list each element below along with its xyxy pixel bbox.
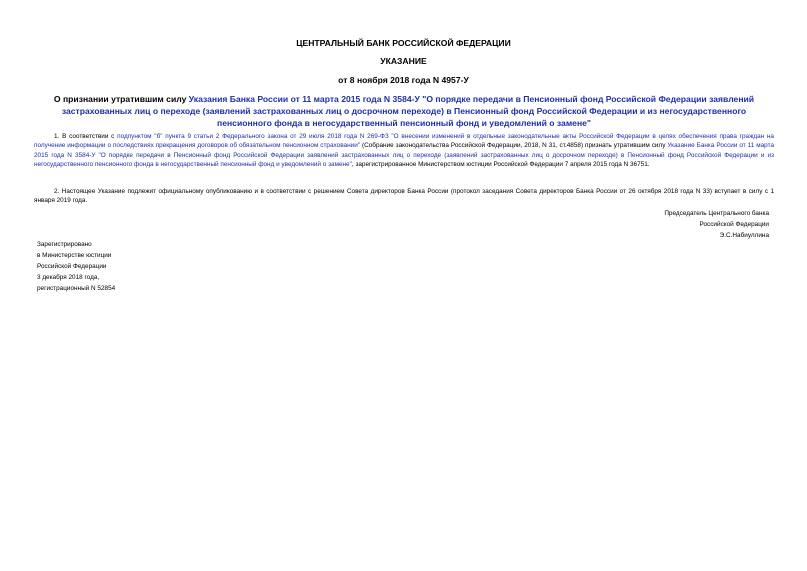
law-link[interactable]: подпунктом "б" пункта 9 статьи 2 Федерального закона от 29 июля 2018 года N 269-ФЗ "О внесении изменений в отдельные законодательные акты Российской Федерации в целях обеспечения права граждан на получение информации о последствиях прекращения договоров об обязательном пенсионном страховании": [34, 133, 774, 150]
registration-number: регистрационный N 52854: [37, 285, 116, 292]
paragraph-1-text-c: , зарегистрированное Министерством юстиции Российской Федерации 7 апреля 2015 года N 36751.: [351, 160, 650, 168]
registration-line-3: Российской Федерации: [37, 263, 107, 270]
document-title: [34, 93, 774, 129]
paragraph-1-text-b: (Собрание законодательства Российской Федерации, 2018, N 31, ст.4858) признать утратившим силу: [360, 142, 668, 150]
paragraph-2-text: 2. Настоящее Указание подлежит официальному опубликованию и в соответствии с решением Совета директоров Банка России (протокол заседания Совета директоров Банка России от 26 октября 2018 года N 33) вступает в силу с 1 января 2019 года.: [34, 188, 774, 205]
registration-date: 3 декабря 2018 года,: [37, 274, 100, 281]
org-name: ЦЕНТРАЛЬНЫЙ БАНК РОССИЙСКОЙ ФЕДЕРАЦИИ: [296, 38, 511, 48]
signature-name: Э.С.Набиуллина: [719, 232, 769, 239]
signature-block: [509, 208, 769, 241]
document-type: УКАЗАНИЕ: [380, 56, 427, 66]
signature-title-1: Председатель Центрального банка: [664, 210, 769, 217]
paragraph-1: [34, 132, 774, 169]
registration-line-2: в Министерстве юстиции: [37, 252, 112, 259]
paragraph-2: [34, 187, 774, 206]
registration-block: [37, 239, 297, 294]
title-link[interactable]: Указания Банка России от 11 марта 2015 года N 3584-У "О порядке передачи в Пенсионный фонд Российской Федерации заявлений застрахованных лиц о переходе (заявлений застрахованных лиц о досрочном переходе) в Пенсионный фонд Российской Федерации и из негосударственного пенсионного фонда в негосударственный пенсионный фонд и уведомлений о замене": [61, 94, 755, 128]
signature-title-2: Российской Федерации: [699, 221, 769, 228]
repealed-order-link[interactable]: Указание Банка России от 11 марта 2015 года N 3584-У "О порядке передачи в Пенсионный фонд Российской Федерации заявлений застрахованных лиц о переходе (заявлений застрахованных лиц о досрочном переходе) в Пенсионный фонд Российской Федерации и из негосударственного пенсионного фонда в негосударственный пенсионный фонд и уведомлений о замене": [34, 142, 774, 168]
paragraph-1-text-a: 1. В соответствии с: [54, 133, 118, 140]
registration-line-1: Зарегистрировано: [37, 241, 92, 248]
document-date-number: от 8 ноября 2018 года N 4957-У: [338, 75, 469, 85]
title-prefix: О признании утратившим силу: [53, 94, 189, 104]
